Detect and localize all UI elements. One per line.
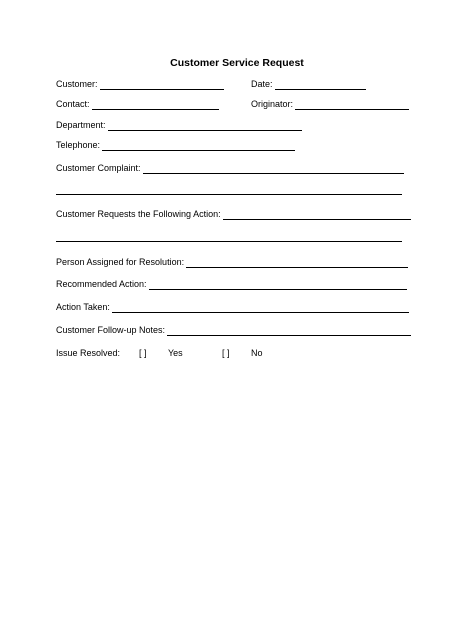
department-label: Department: xyxy=(56,120,106,130)
contact-label: Contact: xyxy=(56,99,90,109)
follow-up-label: Customer Follow-up Notes: xyxy=(56,325,166,335)
follow-up-field xyxy=(56,325,411,336)
date-input-line[interactable] xyxy=(275,80,366,90)
telephone-input-line[interactable] xyxy=(102,141,295,151)
customer-label: Customer: xyxy=(56,79,98,89)
recommended-action-input-line[interactable] xyxy=(149,280,407,290)
yes-checkbox[interactable]: [ ] xyxy=(139,348,147,358)
complaint-extra-line[interactable] xyxy=(56,194,402,195)
requests-action-label: Customer Requests the Following Action: xyxy=(56,209,221,219)
person-assigned-field xyxy=(56,257,408,268)
issue-resolved-label: Issue Resolved: xyxy=(56,348,121,358)
customer-input-line[interactable] xyxy=(100,80,224,90)
date-label: Date: xyxy=(251,79,273,89)
requests-action-extra-line[interactable] xyxy=(56,241,402,242)
complaint-field xyxy=(56,163,404,174)
requests-action-input-line[interactable] xyxy=(223,210,411,220)
telephone-label: Telephone: xyxy=(56,140,101,150)
customer-field xyxy=(56,79,224,90)
originator-field xyxy=(251,99,409,110)
recommended-action-label: Recommended Action: xyxy=(56,279,147,289)
complaint-input-line[interactable] xyxy=(143,164,404,174)
person-assigned-label: Person Assigned for Resolution: xyxy=(56,257,185,267)
action-taken-label: Action Taken: xyxy=(56,302,110,312)
complaint-label: Customer Complaint: xyxy=(56,163,141,173)
follow-up-input-line[interactable] xyxy=(167,326,411,336)
date-field xyxy=(251,79,366,90)
person-assigned-input-line[interactable] xyxy=(186,258,408,268)
contact-field xyxy=(56,99,219,110)
recommended-action-field xyxy=(56,279,407,290)
form-title: Customer Service Request xyxy=(170,57,304,69)
yes-label: Yes xyxy=(168,348,183,358)
action-taken-input-line[interactable] xyxy=(112,303,409,313)
department-input-line[interactable] xyxy=(108,121,302,131)
originator-input-line[interactable] xyxy=(295,100,409,110)
originator-label: Originator: xyxy=(251,99,294,109)
no-checkbox[interactable]: [ ] xyxy=(222,348,230,358)
telephone-field xyxy=(56,140,295,151)
department-field xyxy=(56,120,302,131)
no-label: No xyxy=(251,348,263,358)
requests-action-field xyxy=(56,209,411,220)
action-taken-field xyxy=(56,302,409,313)
contact-input-line[interactable] xyxy=(92,100,219,110)
